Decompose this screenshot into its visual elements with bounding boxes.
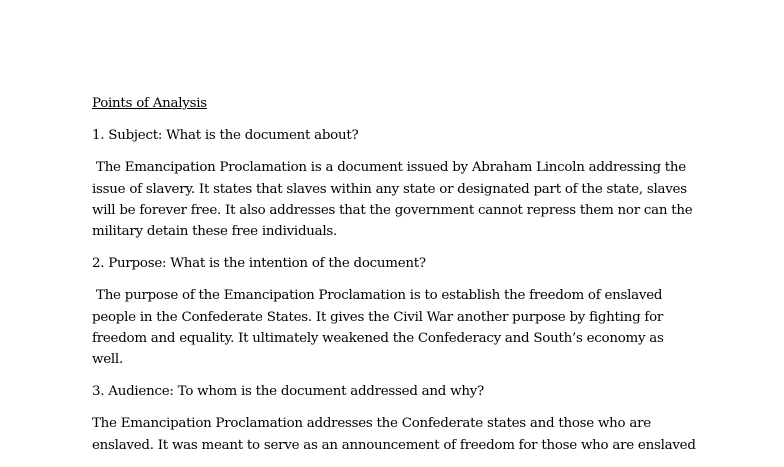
answer-line: The Emancipation Proclamation is a document issued by Abraham Lincoln addressing the: [92, 160, 686, 176]
answer-line: will be forever free. It also addresses that the government cannot repress them nor can the: [92, 202, 693, 218]
answer-line: military detain these free individuals.: [92, 224, 338, 240]
answer-line: issue of slavery. It states that slaves within any state or designated part of the state, slaves: [92, 181, 687, 197]
answer-line: freedom and equality. It ultimately weakened the Confederacy and South’s economy as: [92, 330, 664, 346]
audience-question: 3. Audience: To whom is the document addressed and why?: [92, 384, 484, 400]
document-body: [92, 93, 700, 467]
purpose-answer: [92, 285, 700, 370]
points-of-analysis-heading: Points of Analysis: [92, 96, 207, 111]
answer-line: enslaved. It was meant to serve as an announcement of freedom for those who are enslaved: [92, 437, 696, 453]
answer-line: The Emancipation Proclamation addresses the Confederate states and those who are: [92, 416, 651, 432]
answer-line: people in the Confederate States. It gives the Civil War another purpose by fighting for: [92, 309, 664, 325]
subject-answer: [92, 157, 700, 242]
audience-answer: [92, 413, 700, 455]
subject-question: 1. Subject: What is the document about?: [92, 128, 359, 144]
answer-line: The purpose of the Emancipation Proclamation is to establish the freedom of enslaved: [92, 288, 663, 304]
purpose-question: 2. Purpose: What is the intention of the document?: [92, 256, 426, 272]
answer-line: well.: [92, 352, 123, 368]
